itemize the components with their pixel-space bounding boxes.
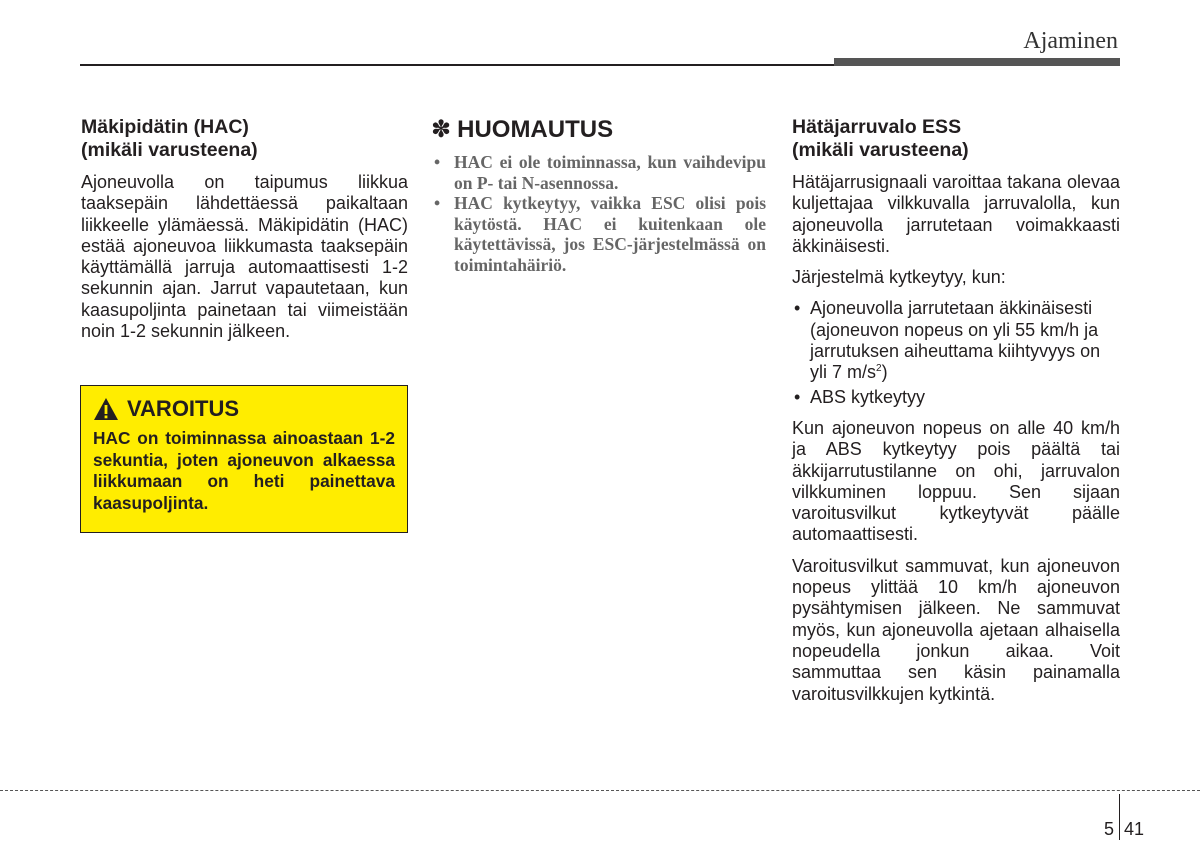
warning-header <box>93 396 395 422</box>
chapter-number: 5 <box>1104 819 1115 839</box>
header-rule-accent <box>834 58 1120 66</box>
ess-heading <box>792 116 1120 162</box>
note-header <box>431 116 766 144</box>
note-item-text: HAC kytkeytyy, vaikka ESC olisi pois käytöstä. HAC ei kuitenkaan ole käytettävissä, jos ESC-järjestelmässä on toimintahäiriö. <box>454 193 766 275</box>
bullet-icon: • <box>794 386 801 407</box>
note-title: HUOMAUTUS <box>457 116 614 143</box>
ess-section <box>792 116 1120 715</box>
hac-paragraph: Ajoneuvolla on taipumus liikkua taaksepäin lähdettäessä paikaltaan liikkeelle ylämäessä. Mäkipidätin (HAC) estää ajoneuvoa liikkumasta taaksepäin käyttämällä jarruja automaattisesti 1-2 sekunnin ajan. Jarrut vapautetaan, kun kaasupoljinta painetaan tai viimeistään noin 1-2 sekunnin jälkeen. <box>81 172 408 342</box>
ess-bullet-text: ABS kytkeytyy <box>810 386 926 407</box>
bullet-icon: • <box>434 152 441 172</box>
ess-paragraph-1: Hätäjarrusignaali varoittaa takana olevaa kuljettajaa vilkkuvalla jarruvalolla, kun ajoneuvolla jarrutetaan voimakkaasti äkkinäisesti. <box>792 172 1120 256</box>
hac-heading-line1: Mäkipidätin (HAC) <box>81 116 249 138</box>
hac-section <box>81 116 408 352</box>
warning-text: HAC on toiminnassa ainoastaan 1-2 sekuntia, joten ajoneuvon alkaessa liikkumaan on heti painettava kaasupoljinta. <box>93 428 395 513</box>
hac-heading-line2: (mikäli varusteena) <box>81 139 258 161</box>
ess-heading-line1: Hätäjarruvalo ESS <box>792 116 962 138</box>
footer-dashed-rule <box>0 790 1200 791</box>
warning-title: VAROITUS <box>127 396 240 421</box>
warning-box <box>80 385 408 533</box>
ess-paragraph-2: Järjestelmä kytkeytyy, kun: <box>792 267 1006 288</box>
ess-paragraph-3: Kun ajoneuvon nopeus on alle 40 km/h ja ABS kytkeytyy pois päältä tai äkkijarrutustilanne on ohi, jarruvalon vilkkuminen loppuu. Sen sijaan varoitusvilkut kytkeytyvät päälle automaattisesti. <box>792 417 1120 545</box>
bullet-icon: • <box>794 298 801 319</box>
list-item <box>428 193 766 275</box>
list-item <box>428 152 766 193</box>
page-number-separator <box>1119 794 1120 840</box>
page-header-title: Ajaminen <box>1023 28 1118 54</box>
ess-bullet-end: ) <box>881 362 888 383</box>
hac-heading <box>81 116 408 162</box>
ess-bullet-list <box>792 298 1120 407</box>
list-item <box>792 298 1120 383</box>
header-rule <box>80 64 834 66</box>
ess-heading-line2: (mikäli varusteena) <box>792 139 969 161</box>
note-list <box>428 152 766 275</box>
page-number: 41 <box>1124 819 1145 839</box>
note-item-text: HAC ei ole toiminnassa, kun vaihdevipu on P- tai N-asennossa. <box>454 152 766 193</box>
asterisk-icon: ✽ <box>431 116 452 143</box>
bullet-icon: • <box>434 193 441 213</box>
note-section <box>428 116 766 275</box>
superscript: 2 <box>876 363 882 375</box>
ess-paragraph-4: Varoitusvilkut sammuvat, kun ajoneuvon nopeus ylittää 10 km/h ajoneuvon pysähtymisen jälkeen. Ne sammuvat myös, kun ajoneuvolla ajetaan alhaisella nopeudella jonkun aikaa. Voit sammuttaa sen käsin painamalla varoitusvilkkujen kytkintä. <box>792 555 1120 704</box>
ess-bullet-text: Ajoneuvolla jarrutetaan äkkinäisesti (ajoneuvon nopeus on yli 55 km/h ja jarrutuksen aiheuttama kiihtyvyys on yli 7 m/s <box>810 298 1101 383</box>
list-item <box>792 387 1120 408</box>
warning-triangle-icon <box>93 397 119 421</box>
